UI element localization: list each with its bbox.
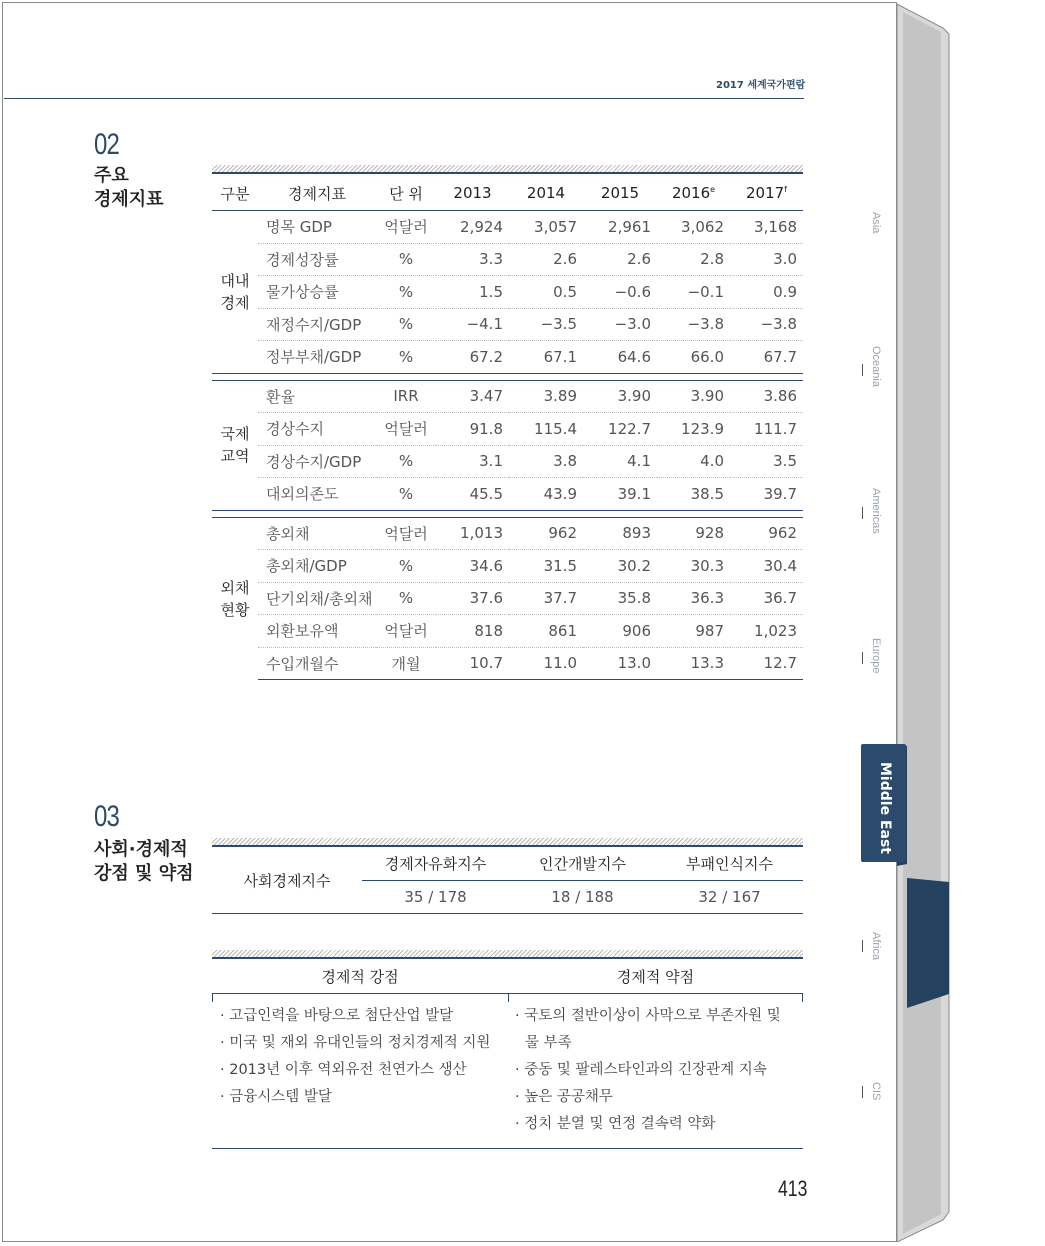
indicator-unit: % <box>376 308 436 341</box>
indicator-value: 11.0 <box>509 647 583 680</box>
indicator-value: −0.6 <box>583 276 657 309</box>
running-head: 2017 세계국가편람 <box>716 80 806 91</box>
indicator-value: 66.0 <box>690 347 724 366</box>
group-label: 대내 경제 <box>220 271 250 312</box>
indicator-value: 31.5 <box>509 550 583 583</box>
sw-tick <box>212 993 213 1002</box>
indicator-value: −0.1 <box>657 276 730 309</box>
side-tab-europe[interactable]: Europe <box>870 638 882 674</box>
weakness-item: · 중동 및 팔레스타인과의 긴장관계 지속 <box>515 1057 800 1084</box>
side-tab-oceania[interactable]: Oceania <box>870 346 882 387</box>
table-row <box>212 517 803 550</box>
section-title-line: 경제지표 <box>94 189 164 210</box>
indicator-value: 43.9 <box>543 484 577 503</box>
indicator-name: 경제성장률 <box>258 243 376 276</box>
indicator-unit: 개월 <box>376 647 436 680</box>
indicator-name: 경상수지/GDP <box>258 445 376 478</box>
indicator-value: −3.8 <box>657 308 730 341</box>
group-separator <box>212 510 803 517</box>
table-row <box>212 615 803 648</box>
table-row <box>212 308 803 341</box>
sw-tick <box>802 993 803 1002</box>
indicator-value: 861 <box>509 615 583 648</box>
indicator-value: 2,961 <box>583 211 657 244</box>
indicator-value: 818 <box>436 615 509 648</box>
indicator-name: 환율 <box>258 380 376 413</box>
indicator-value: 3.90 <box>583 380 657 413</box>
index-value: 32 / 167 <box>698 888 761 906</box>
indicator-value: 13.3 <box>657 647 730 680</box>
indicator-value: 3,062 <box>657 211 730 244</box>
indicator-value: 64.6 <box>617 347 651 366</box>
strength-item: · 고급인력을 바탕으로 첨단산업 발달 <box>220 1003 505 1030</box>
table-top-hatch <box>212 165 803 174</box>
header-year: 2013 <box>436 176 509 211</box>
indicator-value: 91.8 <box>436 413 509 446</box>
indicator-value: 2,924 <box>436 211 509 244</box>
side-tick <box>862 364 863 376</box>
table-row <box>212 445 803 478</box>
indicator-value: 3.47 <box>436 380 509 413</box>
indicator-unit: 억달러 <box>376 211 436 244</box>
side-tab-label: Middle East <box>877 762 893 854</box>
indicator-value: 30.2 <box>583 550 657 583</box>
indicator-value: 2.6 <box>583 243 657 276</box>
weakness-item: · 높은 공공채무 <box>515 1084 800 1111</box>
sw-tick <box>508 993 509 1002</box>
indicator-value: 67.7 <box>763 347 797 366</box>
indicator-value: 34.6 <box>436 550 509 583</box>
header-year: 2016e <box>657 176 730 211</box>
weaknesses-list <box>515 1003 800 1138</box>
indicator-value: 2.8 <box>657 243 730 276</box>
section-title-line: 주요 <box>94 165 129 186</box>
indicator-unit: % <box>376 243 436 276</box>
side-tick <box>862 652 863 664</box>
index-header: 부패인식지수 <box>686 855 773 873</box>
indicator-value: 0.9 <box>730 276 803 309</box>
sw-bottom-rule <box>212 1148 803 1149</box>
indicator-value: 906 <box>583 615 657 648</box>
indicator-value: 3,057 <box>509 211 583 244</box>
table-row <box>212 341 803 374</box>
indicator-value: −3.5 <box>509 308 583 341</box>
indicator-name: 총외채 <box>258 517 376 550</box>
indicator-value: 37.7 <box>509 582 583 615</box>
indicator-value: 0.5 <box>509 276 583 309</box>
indicator-value: 3.86 <box>730 380 803 413</box>
side-tab-asia[interactable]: Asia <box>870 212 882 234</box>
indicator-value: 893 <box>583 517 657 550</box>
indicator-name: 정부부채/GDP <box>266 348 362 367</box>
side-tab-middle-east[interactable] <box>861 744 906 862</box>
indicator-name: 단기외채/총외채 <box>258 582 376 615</box>
side-tick <box>862 1086 863 1098</box>
strength-item: · 금융시스템 발달 <box>220 1084 505 1111</box>
indicator-unit: 억달러 <box>376 413 436 446</box>
indicator-value: 3.90 <box>657 380 730 413</box>
index-value: 18 / 188 <box>551 888 614 906</box>
indicator-value: 30.4 <box>730 550 803 583</box>
indicator-value: 3.89 <box>509 380 583 413</box>
table-row <box>212 276 803 309</box>
indicator-value: −3.0 <box>583 308 657 341</box>
indicator-value: 122.7 <box>583 413 657 446</box>
header-year: 2017$^f$ <box>730 176 803 211</box>
indicator-value: 12.7 <box>730 647 803 680</box>
indicator-name: 경상수지 <box>258 413 376 446</box>
indicator-value: 928 <box>657 517 730 550</box>
indicator-value: 35.8 <box>583 582 657 615</box>
header-indicator: 경제지표 <box>258 176 376 211</box>
indicator-unit: 억달러 <box>376 517 436 550</box>
indicator-value: 3.0 <box>730 243 803 276</box>
indicator-unit: % <box>398 484 414 503</box>
indicator-name: 명목 GDP <box>258 211 376 244</box>
indicator-name: 물가상승률 <box>258 276 376 309</box>
indicator-value: 987 <box>657 615 730 648</box>
sw-table-hatch <box>212 950 803 959</box>
indicator-value: 37.6 <box>436 582 509 615</box>
header-year: 2015 <box>583 176 657 211</box>
indicator-unit: % <box>376 445 436 478</box>
indicator-unit: % <box>376 550 436 583</box>
side-tick <box>862 940 863 952</box>
weaknesses-title: 경제적 약점 <box>616 968 695 986</box>
indicator-value: 4.1 <box>583 445 657 478</box>
indicator-unit: IRR <box>376 380 436 413</box>
indicator-value: 13.0 <box>583 647 657 680</box>
indicator-value: 962 <box>730 517 803 550</box>
indicator-value: 39.7 <box>763 484 797 503</box>
indicator-value: 2.6 <box>509 243 583 276</box>
socioeconomic-index-table <box>212 847 803 914</box>
group-label: 외채 현황 <box>220 578 250 619</box>
indicator-value: 115.4 <box>509 413 583 446</box>
indicator-value: 1.5 <box>436 276 509 309</box>
indicator-name: 재정수지/GDP <box>258 308 376 341</box>
indicator-value: 3,168 <box>730 211 803 244</box>
indicator-value: 3.3 <box>436 243 509 276</box>
table-row <box>212 380 803 413</box>
strengths-title: 경제적 강점 <box>321 968 399 986</box>
weakness-item: · 국토의 절반이상이 사막으로 부존자원 및 <box>515 1003 800 1030</box>
indicator-name: 외환보유액 <box>258 615 376 648</box>
index-value: 35 / 178 <box>404 888 467 906</box>
header-cat: 구분 <box>212 176 258 211</box>
indicator-unit: % <box>398 347 414 366</box>
table-row <box>212 582 803 615</box>
indicator-value: 67.2 <box>469 347 503 366</box>
table-row <box>212 211 803 244</box>
index-header: 인간개발지수 <box>539 855 626 873</box>
strengths-list <box>220 1003 505 1111</box>
weakness-item: 물 부족 <box>525 1035 572 1051</box>
section-number: 03 <box>94 800 120 833</box>
strength-item: · 미국 및 재외 유대인들의 정치경제적 지원 <box>220 1030 505 1057</box>
section-title-line: 강점 및 약점 <box>94 863 194 884</box>
side-tab-africa[interactable]: Africa <box>870 932 882 961</box>
weakness-item: · 정치 분열 및 연정 결속력 약화 <box>515 1111 800 1138</box>
indicator-value: 3.5 <box>730 445 803 478</box>
table-row <box>212 647 803 680</box>
indicator-value: 1,013 <box>436 517 509 550</box>
indicator-value: 39.1 <box>617 484 651 503</box>
page-number: 413 <box>778 1176 808 1201</box>
indicator-value: 30.3 <box>657 550 730 583</box>
indicator-value: 10.7 <box>436 647 509 680</box>
section-title <box>94 838 193 886</box>
indicator-name: 총외채/GDP <box>258 550 376 583</box>
strength-item: · 2013년 이후 역외유전 천연가스 생산 <box>220 1057 505 1084</box>
side-tick <box>862 507 863 519</box>
index-header: 경제자유화지수 <box>384 855 487 873</box>
table-row <box>212 478 803 511</box>
header-year: 2014 <box>509 176 583 211</box>
table-header-row <box>212 176 803 211</box>
index-label: 사회경제지수 <box>243 871 331 890</box>
header-unit: 단 위 <box>376 176 436 211</box>
indicator-value: 4.0 <box>657 445 730 478</box>
indicator-value: 123.9 <box>657 413 730 446</box>
indicator-value: 1,023 <box>730 615 803 648</box>
section-number: 02 <box>94 128 120 161</box>
table-row <box>212 413 803 446</box>
group-separator <box>212 373 803 380</box>
group-label: 국제 교역 <box>220 425 250 465</box>
index-table-hatch <box>212 838 803 847</box>
indicator-value: 36.3 <box>657 582 730 615</box>
indicator-value: 3.1 <box>436 445 509 478</box>
indicator-value: 45.5 <box>469 484 503 503</box>
section-title-line: 사회·경제적 <box>94 839 188 860</box>
section-title <box>94 164 164 212</box>
indicator-value: 38.5 <box>690 484 724 503</box>
indicator-name: 수입개월수 <box>258 647 376 680</box>
indicator-value: 67.1 <box>543 347 577 366</box>
indicator-name: 대외의존도 <box>266 485 339 504</box>
indicator-value: 3.8 <box>509 445 583 478</box>
side-tab-americas[interactable]: Americas <box>870 488 882 534</box>
indicator-value: −3.8 <box>730 308 803 341</box>
indicator-unit: % <box>376 582 436 615</box>
indicator-value: 962 <box>509 517 583 550</box>
indicator-value: 36.7 <box>730 582 803 615</box>
indicator-value: 111.7 <box>730 413 803 446</box>
book-edge <box>897 4 951 1242</box>
indicator-unit: % <box>376 276 436 309</box>
indicator-unit: 억달러 <box>376 615 436 648</box>
table-row <box>212 243 803 276</box>
side-tab-cis[interactable]: CIS <box>870 1082 882 1101</box>
header-rule <box>4 98 804 99</box>
indicator-value: −4.1 <box>436 308 509 341</box>
economic-indicators-table <box>212 176 803 680</box>
table-row <box>212 550 803 583</box>
